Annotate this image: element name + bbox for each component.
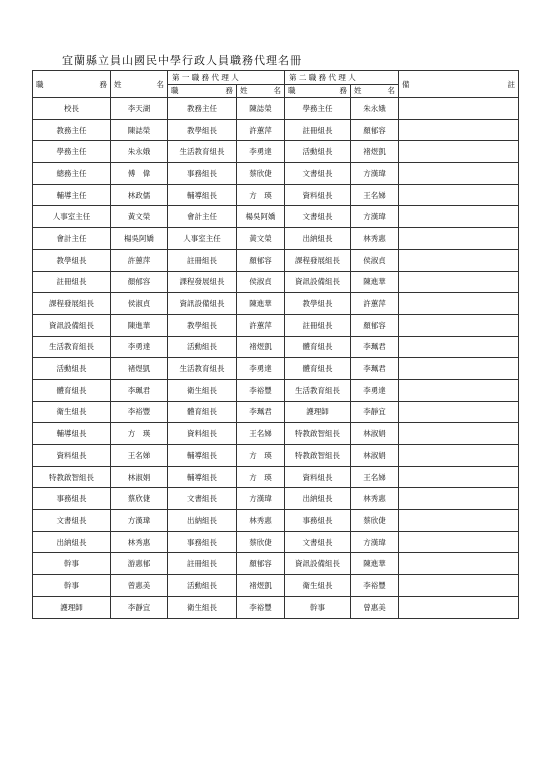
table-row	[33, 401, 519, 423]
table-row	[33, 358, 519, 380]
first-deputy-name-cell: 李珮君	[237, 401, 285, 423]
table-row	[33, 445, 519, 467]
first-deputy-position-cell: 輔導組長	[168, 184, 237, 206]
name-cell: 李珮君	[111, 379, 168, 401]
first-deputy-name-cell: 李勇達	[237, 358, 285, 380]
remark-cell	[399, 596, 519, 618]
second-deputy-name-cell: 林淑娟	[351, 423, 399, 445]
second-deputy-name-cell: 王名娣	[351, 184, 399, 206]
position-cell: 人事室主任	[33, 206, 111, 228]
second-deputy-position-cell: 生活教育組長	[285, 379, 351, 401]
remark-cell	[399, 358, 519, 380]
name-cell: 李靜宜	[111, 596, 168, 618]
first-deputy-position-cell: 生活教育組長	[168, 141, 237, 163]
second-deputy-position-cell: 註冊組長	[285, 314, 351, 336]
first-deputy-position-cell: 體育組長	[168, 401, 237, 423]
first-deputy-position-cell: 教學組長	[168, 119, 237, 141]
first-deputy-name-cell: 方 瑛	[237, 445, 285, 467]
first-deputy-position-cell: 活動組長	[168, 575, 237, 597]
second-deputy-position-cell: 學務主任	[285, 98, 351, 120]
remark-cell	[399, 423, 519, 445]
second-deputy-name-cell: 顏郁容	[351, 119, 399, 141]
header-second-name	[351, 84, 399, 98]
document-title: 宜蘭縣立員山國民中學行政人員職務代理名冊	[62, 54, 302, 67]
first-deputy-name-cell: 陳進華	[237, 293, 285, 315]
header-second-position	[285, 84, 351, 98]
table-row	[33, 510, 519, 532]
name-cell: 朱永娥	[111, 141, 168, 163]
first-deputy-name-cell: 陳誌榮	[237, 98, 285, 120]
remark-cell	[399, 184, 519, 206]
position-cell: 教務主任	[33, 119, 111, 141]
name-cell: 褚煜凱	[111, 358, 168, 380]
header-position-char-2: 務	[99, 79, 107, 89]
header-first-position	[168, 84, 237, 98]
remark-cell	[399, 293, 519, 315]
second-deputy-position-cell: 出納組長	[285, 228, 351, 250]
first-deputy-position-cell: 教學組長	[168, 314, 237, 336]
table-row	[33, 293, 519, 315]
position-cell: 資料組長	[33, 445, 111, 467]
position-cell: 生活教育組長	[33, 336, 111, 358]
remark-cell	[399, 575, 519, 597]
position-cell: 輔導組長	[33, 423, 111, 445]
remark-cell	[399, 206, 519, 228]
remark-cell	[399, 379, 519, 401]
first-deputy-name-cell: 褚煜凱	[237, 575, 285, 597]
second-deputy-position-cell: 體育組長	[285, 336, 351, 358]
name-cell: 李勇達	[111, 336, 168, 358]
first-deputy-name-cell: 蔡欣倢	[237, 531, 285, 553]
first-deputy-position-cell: 輔導組長	[168, 445, 237, 467]
first-deputy-position-cell: 輔導組長	[168, 466, 237, 488]
name-cell: 楊吳阿嬌	[111, 228, 168, 250]
sub-name-char-2: 名	[387, 86, 395, 96]
sub-position-char-1: 職	[288, 86, 296, 96]
header-remark	[399, 71, 519, 98]
table-row	[33, 336, 519, 358]
first-deputy-name-cell: 李裕豐	[237, 379, 285, 401]
remark-cell	[399, 510, 519, 532]
first-deputy-name-cell: 方 瑛	[237, 184, 285, 206]
name-cell: 林秀惠	[111, 531, 168, 553]
second-deputy-position-cell: 文書組長	[285, 163, 351, 185]
first-deputy-name-cell: 蔡欣倢	[237, 163, 285, 185]
first-deputy-position-cell: 衛生組長	[168, 596, 237, 618]
second-deputy-name-cell: 許蕙萍	[351, 293, 399, 315]
remark-cell	[399, 228, 519, 250]
first-deputy-position-cell: 出納組長	[168, 510, 237, 532]
name-cell: 陳進華	[111, 314, 168, 336]
table-row	[33, 553, 519, 575]
second-deputy-position-cell: 文書組長	[285, 531, 351, 553]
remark-cell	[399, 249, 519, 271]
header-position	[33, 71, 111, 98]
second-deputy-position-cell: 教學組長	[285, 293, 351, 315]
name-cell: 方 瑛	[111, 423, 168, 445]
table-row	[33, 184, 519, 206]
second-deputy-name-cell: 李裕豐	[351, 575, 399, 597]
table-row	[33, 206, 519, 228]
first-deputy-name-cell: 褚煜凱	[237, 336, 285, 358]
second-deputy-name-cell: 方漢瑋	[351, 531, 399, 553]
remark-cell	[399, 445, 519, 467]
first-deputy-name-cell: 顏郁容	[237, 553, 285, 575]
name-cell: 曾惠美	[111, 575, 168, 597]
remark-cell	[399, 141, 519, 163]
remark-cell	[399, 488, 519, 510]
position-cell: 註冊組長	[33, 271, 111, 293]
header-name-char-2: 名	[156, 79, 164, 89]
position-cell: 幹事	[33, 553, 111, 575]
second-deputy-position-cell: 幹事	[285, 596, 351, 618]
remark-cell	[399, 336, 519, 358]
name-cell: 許蕙萍	[111, 249, 168, 271]
second-deputy-position-cell: 事務組長	[285, 510, 351, 532]
first-deputy-position-cell: 資訊設備組長	[168, 293, 237, 315]
second-deputy-position-cell: 出納組長	[285, 488, 351, 510]
remark-cell	[399, 119, 519, 141]
second-deputy-position-cell: 資料組長	[285, 466, 351, 488]
second-deputy-position-cell: 資訊設備組長	[285, 553, 351, 575]
table-row	[33, 314, 519, 336]
table-body	[33, 98, 519, 619]
table-row	[33, 423, 519, 445]
first-deputy-position-cell: 人事室主任	[168, 228, 237, 250]
table-row	[33, 249, 519, 271]
position-cell: 課程發展組長	[33, 293, 111, 315]
position-cell: 出納組長	[33, 531, 111, 553]
name-cell: 顏郁容	[111, 271, 168, 293]
second-deputy-name-cell: 王名娣	[351, 466, 399, 488]
remark-cell	[399, 98, 519, 120]
second-deputy-position-cell: 體育組長	[285, 358, 351, 380]
position-cell: 文書組長	[33, 510, 111, 532]
second-deputy-name-cell: 朱永娥	[351, 98, 399, 120]
table-row	[33, 141, 519, 163]
name-cell: 黃文榮	[111, 206, 168, 228]
second-deputy-name-cell: 方漢瑋	[351, 163, 399, 185]
table-header	[33, 71, 519, 98]
name-cell: 李裕豐	[111, 401, 168, 423]
sub-name-char-2: 名	[273, 86, 281, 96]
name-cell: 傅 偉	[111, 163, 168, 185]
second-deputy-position-cell: 文書組長	[285, 206, 351, 228]
sub-position-char-2: 務	[339, 86, 347, 96]
sub-name-char-1: 姓	[240, 86, 248, 96]
position-cell: 特教啟智組長	[33, 466, 111, 488]
first-deputy-name-cell: 許蕙萍	[237, 314, 285, 336]
first-deputy-position-cell: 衛生組長	[168, 379, 237, 401]
name-cell: 方漢瑋	[111, 510, 168, 532]
table-row	[33, 379, 519, 401]
position-cell: 活動組長	[33, 358, 111, 380]
second-deputy-position-cell: 護理師	[285, 401, 351, 423]
remark-cell	[399, 553, 519, 575]
remark-cell	[399, 271, 519, 293]
name-cell: 王名娣	[111, 445, 168, 467]
table-row	[33, 271, 519, 293]
first-deputy-position-cell: 活動組長	[168, 336, 237, 358]
sub-position-char-2: 務	[225, 86, 233, 96]
table-row	[33, 575, 519, 597]
second-deputy-name-cell: 林秀惠	[351, 488, 399, 510]
first-deputy-position-cell: 課程發展組長	[168, 271, 237, 293]
position-cell: 幹事	[33, 575, 111, 597]
header-second-deputy: 第 二 職 務 代 理 人	[285, 71, 399, 85]
second-deputy-name-cell: 李勇達	[351, 379, 399, 401]
table-row	[33, 531, 519, 553]
second-deputy-position-cell: 衛生組長	[285, 575, 351, 597]
first-deputy-position-cell: 資料組長	[168, 423, 237, 445]
first-deputy-name-cell: 李勇達	[237, 141, 285, 163]
second-deputy-position-cell: 課程發展組長	[285, 249, 351, 271]
table-row	[33, 488, 519, 510]
header-position-char-1: 職	[36, 79, 44, 89]
remark-cell	[399, 314, 519, 336]
second-deputy-name-cell: 李珮君	[351, 358, 399, 380]
first-deputy-name-cell: 李裕豐	[237, 596, 285, 618]
header-first-name	[237, 84, 285, 98]
second-deputy-name-cell: 侯淑貞	[351, 249, 399, 271]
position-cell: 衛生組長	[33, 401, 111, 423]
position-cell: 資訊設備組長	[33, 314, 111, 336]
header-remark-char-1: 備	[402, 79, 410, 89]
table-row	[33, 119, 519, 141]
second-deputy-position-cell: 資訊設備組長	[285, 271, 351, 293]
position-cell: 輔導主任	[33, 184, 111, 206]
second-deputy-name-cell: 蔡欣倢	[351, 510, 399, 532]
second-deputy-name-cell: 李靜宜	[351, 401, 399, 423]
position-cell: 學務主任	[33, 141, 111, 163]
first-deputy-position-cell: 事務組長	[168, 163, 237, 185]
first-deputy-position-cell: 生活教育組長	[168, 358, 237, 380]
table-row	[33, 596, 519, 618]
second-deputy-name-cell: 曾惠美	[351, 596, 399, 618]
first-deputy-name-cell: 楊吳阿嬌	[237, 206, 285, 228]
second-deputy-name-cell: 顏郁容	[351, 314, 399, 336]
sub-position-char-1: 職	[171, 86, 179, 96]
first-deputy-name-cell: 王名娣	[237, 423, 285, 445]
sub-name-char-1: 姓	[354, 86, 362, 96]
second-deputy-position-cell: 資料組長	[285, 184, 351, 206]
second-deputy-name-cell: 林秀惠	[351, 228, 399, 250]
first-deputy-name-cell: 顏郁容	[237, 249, 285, 271]
first-deputy-position-cell: 註冊組長	[168, 553, 237, 575]
header-remark-char-2: 註	[507, 79, 515, 89]
position-cell: 教學組長	[33, 249, 111, 271]
name-cell: 游惠郁	[111, 553, 168, 575]
second-deputy-position-cell: 註冊組長	[285, 119, 351, 141]
header-name	[111, 71, 168, 98]
second-deputy-name-cell: 褚煜凱	[351, 141, 399, 163]
name-cell: 林淑娟	[111, 466, 168, 488]
table-row	[33, 466, 519, 488]
name-cell: 蔡欣倢	[111, 488, 168, 510]
position-cell: 護理師	[33, 596, 111, 618]
first-deputy-position-cell: 會計主任	[168, 206, 237, 228]
name-cell: 陳誌榮	[111, 119, 168, 141]
second-deputy-name-cell: 陳進華	[351, 271, 399, 293]
second-deputy-name-cell: 李珮君	[351, 336, 399, 358]
second-deputy-position-cell: 特教啟智組長	[285, 423, 351, 445]
remark-cell	[399, 401, 519, 423]
second-deputy-position-cell: 活動組長	[285, 141, 351, 163]
header-first-deputy: 第 一 職 務 代 理 人	[168, 71, 285, 85]
first-deputy-name-cell: 許蕙萍	[237, 119, 285, 141]
first-deputy-position-cell: 註冊組長	[168, 249, 237, 271]
first-deputy-position-cell: 教務主任	[168, 98, 237, 120]
name-cell: 林政儒	[111, 184, 168, 206]
second-deputy-name-cell: 林淑娟	[351, 445, 399, 467]
remark-cell	[399, 531, 519, 553]
name-cell: 李天湖	[111, 98, 168, 120]
position-cell: 體育組長	[33, 379, 111, 401]
first-deputy-name-cell: 方 瑛	[237, 466, 285, 488]
table-row	[33, 163, 519, 185]
first-deputy-position-cell: 事務組長	[168, 531, 237, 553]
first-deputy-position-cell: 文書組長	[168, 488, 237, 510]
table-row	[33, 98, 519, 120]
first-deputy-name-cell: 林秀惠	[237, 510, 285, 532]
position-cell: 事務組長	[33, 488, 111, 510]
first-deputy-name-cell: 黃文榮	[237, 228, 285, 250]
remark-cell	[399, 466, 519, 488]
position-cell: 校長	[33, 98, 111, 120]
position-cell: 總務主任	[33, 163, 111, 185]
first-deputy-name-cell: 侯淑貞	[237, 271, 285, 293]
first-deputy-name-cell: 方漢瑋	[237, 488, 285, 510]
second-deputy-name-cell: 方漢瑋	[351, 206, 399, 228]
table-row	[33, 228, 519, 250]
name-cell: 侯淑貞	[111, 293, 168, 315]
header-name-char-1: 姓	[114, 79, 122, 89]
deputy-roster-table	[32, 70, 519, 619]
remark-cell	[399, 163, 519, 185]
second-deputy-position-cell: 特教啟智組長	[285, 445, 351, 467]
second-deputy-name-cell: 陳進華	[351, 553, 399, 575]
position-cell: 會計主任	[33, 228, 111, 250]
